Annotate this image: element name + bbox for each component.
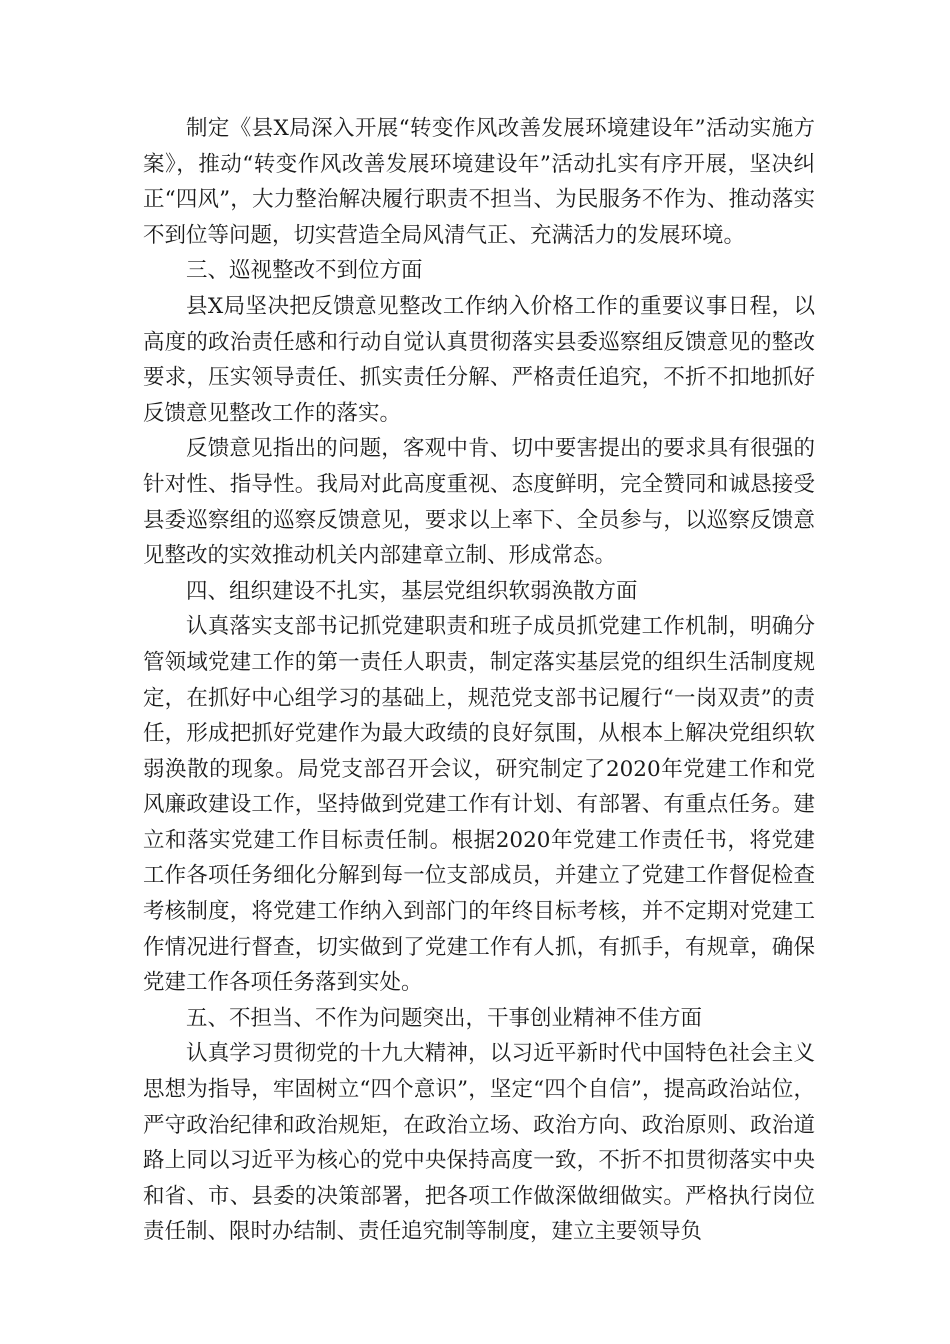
document-page [143, 111, 815, 1250]
section-heading-responsibility: 五、不担当、不作为问题突出，干事创业精神不佳方面 [186, 1005, 703, 1031]
paragraph-party-building: 认真落实支部书记抓党建职责和班子成员抓党建工作机制，明确分管领域党建工作的第一责任人职责，制定落实基层党的组织生活制度规定，在抓好中心组学习的基础上，规范党支部书记履行“一岗双责”的责任，形成把抓好党建作为最大政绩的良好氛围，从根本上解决党组织软弱涣散的现象。局党支部召开会议，研究制定了2020年党建工作和党风廉政建设工作，坚持做到党建工作有计划、有部署、有重点任务。建立和落实党建工作目标责任制。根据2020年党建工作责任书，将党建工作各项任务细化分解到每一位支部成员，并建立了党建工作督促检查考核制度，将党建工作纳入到部门的年终目标考核，并不定期对党建工作情况进行督查，切实做到了党建工作有人抓，有抓手，有规章，确保党建工作各项任务落到实处。 [143, 614, 815, 996]
section-heading-inspection-rectification: 三、巡视整改不到位方面 [186, 258, 423, 284]
section-heading-organization-building: 四、组织建设不扎实，基层党组织软弱涣散方面 [186, 578, 638, 604]
paragraph-feedback-response: 反馈意见指出的问题，客观中肯、切中要害提出的要求具有很强的针对性、指导性。我局对此高度重视、态度鲜明，完全赞同和诚恳接受县委巡察组的巡察反馈意见，要求以上率下、全员参与，以巡察反馈意见整改的实效推动机关内部建章立制、形成常态。 [143, 436, 815, 569]
paragraph-action-plan: 制定《县Ⅹ局深入开展“转变作风改善发展环境建设年”活动实施方案》，推动“转变作风改善发展环境建设年”活动扎实有序开展，坚决纠正“四风”，大力整治解决履行职责不担当、为民服务不作为、推动落实不到位等问题，切实营造全局风清气正、充满活力的发展环境。 [143, 116, 815, 248]
paragraph-study-guidance: 认真学习贯彻党的十九大精神，以习近平新时代中国特色社会主义思想为指导，牢固树立“四个意识”，坚定“四个自信”，提高政治站位，严守政治纪律和政治规矩，在政治立场、政治方向、政治原则、政治道路上同以习近平为核心的党中央保持高度一致，不折不扣贯彻落实中央和省、市、县委的决策部署，把各项工作做深做细做实。严格执行岗位责任制、限时办结制、责任追究制等制度，建立主要领导负 [143, 1041, 815, 1245]
paragraph-rectification-agenda: 县Ⅹ局坚决把反馈意见整改工作纳入价格工作的重要议事日程，以高度的政治责任感和行动自觉认真贯彻落实县委巡察组反馈意见的整改要求，压实领导责任、抓实责任分解、严格责任追究，不折不扣地抓好反馈意见整改工作的落实。 [143, 293, 815, 426]
